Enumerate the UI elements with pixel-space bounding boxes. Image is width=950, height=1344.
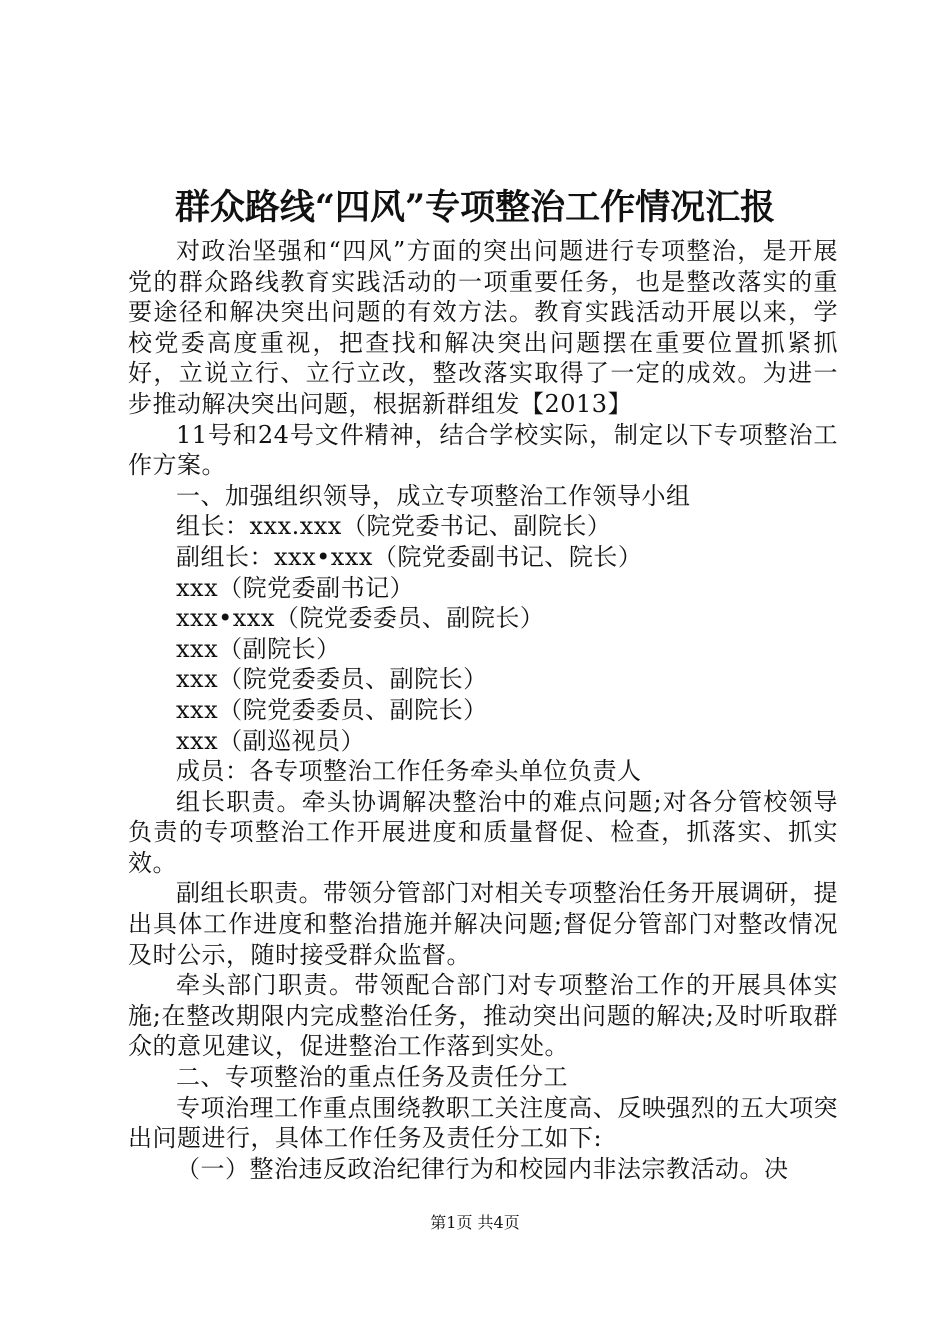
member-line: xxx（副院长）: [176, 634, 341, 663]
member-line: xxx（院党委副书记）: [176, 573, 415, 602]
member-line: 组长：xxx.xxx（院党委书记、副院长）: [176, 512, 612, 541]
section-heading-1: 一、加强组织领导，成立专项整治工作领导小组: [176, 481, 691, 510]
page-footer: 第1页 共4页: [430, 1213, 520, 1232]
paragraph-leader-duties: 组长职责。牵头协调解决整治中的难点问题;对各分管校领导负责的专项整治工作开展进度和质量督促、检查，抓落实、抓实效。: [128, 787, 838, 877]
paragraph-task-1: （一）整治违反政治纪律行为和校园内非法宗教活动。决: [176, 1154, 789, 1183]
paragraph-intro-continued: 11号和24号文件精神，结合学校实际，制定以下专项整治工作方案。: [128, 420, 838, 480]
paragraph-department-duties: 牵头部门职责。带领配合部门对专项整治工作的开展具体实施;在整改期限内完成整治任务，推动突出问题的解决;及时听取群众的意见建议，促进整治工作落到实处。: [128, 971, 838, 1061]
member-line: xxx（副巡视员）: [176, 726, 366, 755]
document-title: 群众路线“四风”专项整治工作情况汇报: [174, 187, 776, 228]
paragraph-deputy-duties: 副组长职责。带领分管部门对相关专项整治任务开展调研，提出具体工作进度和整治措施并解决问题;督促分管部门对整改情况及时公示，随时接受群众监督。: [128, 879, 838, 969]
document-body: [128, 236, 838, 1184]
member-line: xxx（院党委委员、副院长）: [176, 665, 488, 694]
paragraph-task-overview: 专项治理工作重点围绕教职工关注度高、反映强烈的五大项突出问题进行，具体工作任务及责任分工如下:: [128, 1093, 838, 1153]
member-line: 副组长：xxx•xxx（院党委副书记、院长）: [176, 542, 643, 571]
paragraph-intro: 对政治坚强和“四风”方面的突出问题进行专项整治，是开展党的群众路线教育实践活动的一项重要任务，也是整改落实的重要途径和解决突出问题的有效方法。教育实践活动开展以来，学校党委高度重视，把查找和解决突出问题摆在重要位置抓紧抓好，立说立行、立行立改，整改落实取得了一定的成效。为进一步推动解决突出问题，根据新群组发【2013】: [128, 237, 838, 418]
member-line: xxx（院党委委员、副院长）: [176, 695, 488, 724]
member-line: xxx•xxx（院党委委员、副院长）: [176, 604, 545, 633]
member-line: 成员：各专项整治工作任务牵头单位负责人: [176, 757, 642, 786]
section-heading-2: 二、专项整治的重点任务及责任分工: [176, 1063, 568, 1092]
